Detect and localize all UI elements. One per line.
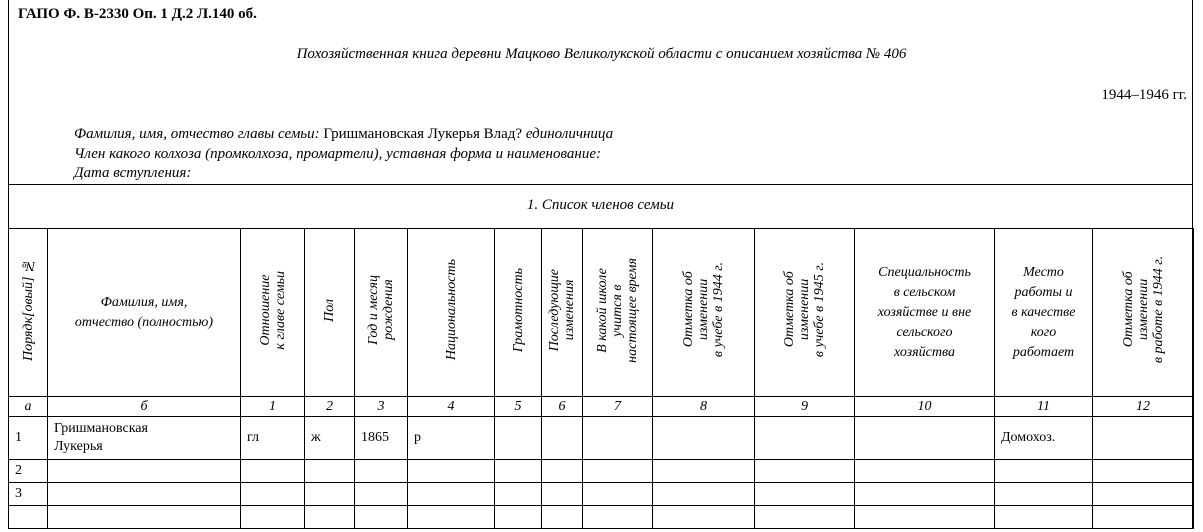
table-cell <box>408 483 495 506</box>
book-title: Похозяйственная книга деревни Мацково Великолукской области с описанием хозяйства № 406 <box>296 46 907 62</box>
table-cell <box>408 460 495 483</box>
column-header <box>495 229 542 397</box>
table-cell <box>305 483 355 506</box>
table-cell <box>241 506 305 529</box>
column-header <box>755 229 855 397</box>
column-number: а <box>9 397 48 417</box>
table-cell <box>542 417 583 460</box>
column-header-label: В какой школе учится в настоящее время <box>595 257 640 363</box>
column-header-label: Грамотность <box>510 267 526 353</box>
column-header <box>9 229 48 397</box>
table-cell <box>755 417 855 460</box>
table-cell: 1 <box>9 417 48 460</box>
table-cell <box>755 460 855 483</box>
table-cell <box>48 483 241 506</box>
table-cell <box>48 460 241 483</box>
table-row <box>9 506 1194 529</box>
kolkhoz-line <box>74 145 601 163</box>
column-header <box>583 229 653 397</box>
table-cell <box>583 460 653 483</box>
table-cell <box>653 483 755 506</box>
column-header <box>855 229 995 397</box>
kolkhoz-label: Член какого колхоза (промколхоза, промартели), уставная форма и наименование: <box>74 146 601 162</box>
column-number: 8 <box>653 397 755 417</box>
column-number: 10 <box>855 397 995 417</box>
table-row <box>9 460 1194 483</box>
table-cell <box>9 506 48 529</box>
table-cell: Гришмановская Лукерья <box>48 417 241 460</box>
column-number: 2 <box>305 397 355 417</box>
table-cell <box>755 506 855 529</box>
column-number: 9 <box>755 397 855 417</box>
table-cell <box>995 483 1093 506</box>
table-cell <box>583 483 653 506</box>
table-cell <box>1093 460 1194 483</box>
column-header <box>542 229 583 397</box>
column-number: 12 <box>1093 397 1194 417</box>
head-of-family-value: Гришмановская Лукерья Влад? <box>323 126 523 142</box>
table-row <box>9 417 1194 460</box>
table-cell <box>653 460 755 483</box>
table-cell <box>495 460 542 483</box>
column-header-label: Отметка об изменении в учебе в 1944 г. <box>681 262 726 358</box>
column-header-label: Год и месяц рождения <box>366 275 396 345</box>
column-number: б <box>48 397 241 417</box>
table-cell <box>355 506 408 529</box>
table-cell <box>855 417 995 460</box>
column-header-label: Национальность <box>443 259 459 361</box>
table-row <box>9 483 1194 506</box>
join-date-line <box>74 164 191 182</box>
table-cell: р <box>408 417 495 460</box>
column-header <box>305 229 355 397</box>
table-cell: Домохоз. <box>995 417 1093 460</box>
table-cell <box>995 506 1093 529</box>
column-number-row <box>9 397 1194 417</box>
column-number: 1 <box>241 397 305 417</box>
section-title: 1. Список членов семьи <box>526 197 675 213</box>
column-number: 11 <box>995 397 1093 417</box>
column-header-label: Фамилия, имя, отчество (полностью) <box>74 294 214 330</box>
table-cell <box>653 506 755 529</box>
column-header-label: Пол <box>322 298 337 322</box>
table-header-row <box>9 229 1194 397</box>
column-header-label: Специальность в сельском хозяйстве и вне сельского хозяйства <box>877 264 972 360</box>
column-number: 5 <box>495 397 542 417</box>
table-cell <box>305 460 355 483</box>
column-header <box>48 229 241 397</box>
table-cell <box>995 460 1093 483</box>
column-header-label: Место работы и в качестве кого работает <box>1011 264 1076 360</box>
archive-reference: ГАПО Ф. В-2330 Оп. 1 Д.2 Л.140 об. <box>18 6 257 22</box>
table-cell <box>1093 483 1194 506</box>
table-cell <box>855 483 995 506</box>
column-header <box>653 229 755 397</box>
column-number: 4 <box>408 397 495 417</box>
column-header-label: Отметка об изменении в работе в 1944 г. <box>1120 256 1166 364</box>
table-cell <box>583 417 653 460</box>
column-header <box>995 229 1093 397</box>
column-header <box>355 229 408 397</box>
head-of-family-label: Фамилия, имя, отчество главы семьи: <box>74 126 320 142</box>
table-cell: 2 <box>9 460 48 483</box>
table-cell <box>355 460 408 483</box>
column-header-label: Последующие изменения <box>547 268 577 352</box>
table-cell: 3 <box>9 483 48 506</box>
column-header <box>408 229 495 397</box>
column-header-label: Отметка об изменении в учебе в 1945 г. <box>782 262 827 358</box>
table-cell <box>583 506 653 529</box>
table-cell <box>1093 417 1194 460</box>
table-cell <box>495 506 542 529</box>
column-header <box>241 229 305 397</box>
table-cell <box>495 483 542 506</box>
table-cell <box>495 417 542 460</box>
table-cell <box>241 483 305 506</box>
column-header-label: Порядк[овый] № <box>20 258 36 362</box>
column-header <box>1093 229 1194 397</box>
table-cell <box>542 506 583 529</box>
table-cell <box>855 460 995 483</box>
years: 1944–1946 гг. <box>1101 87 1187 103</box>
table-cell <box>542 460 583 483</box>
table-cell: ж <box>305 417 355 460</box>
column-number: 6 <box>542 397 583 417</box>
head-of-family-note: единоличница <box>525 126 614 142</box>
head-of-family-line <box>74 125 613 143</box>
table-cell <box>408 506 495 529</box>
table-cell <box>855 506 995 529</box>
join-date-label: Дата вступления: <box>74 165 192 181</box>
family-members-table <box>8 228 1194 529</box>
table-cell <box>542 483 583 506</box>
divider <box>8 184 1193 185</box>
table-cell <box>48 506 241 529</box>
table-cell: 1865 <box>355 417 408 460</box>
table-cell <box>755 483 855 506</box>
column-number: 3 <box>355 397 408 417</box>
table-cell <box>355 483 408 506</box>
table-cell <box>653 417 755 460</box>
table-cell <box>241 460 305 483</box>
table-cell: гл <box>241 417 305 460</box>
column-number: 7 <box>583 397 653 417</box>
column-header-label: Отношение к главе семьи <box>257 270 288 350</box>
table-cell <box>305 506 355 529</box>
table-cell <box>1093 506 1194 529</box>
